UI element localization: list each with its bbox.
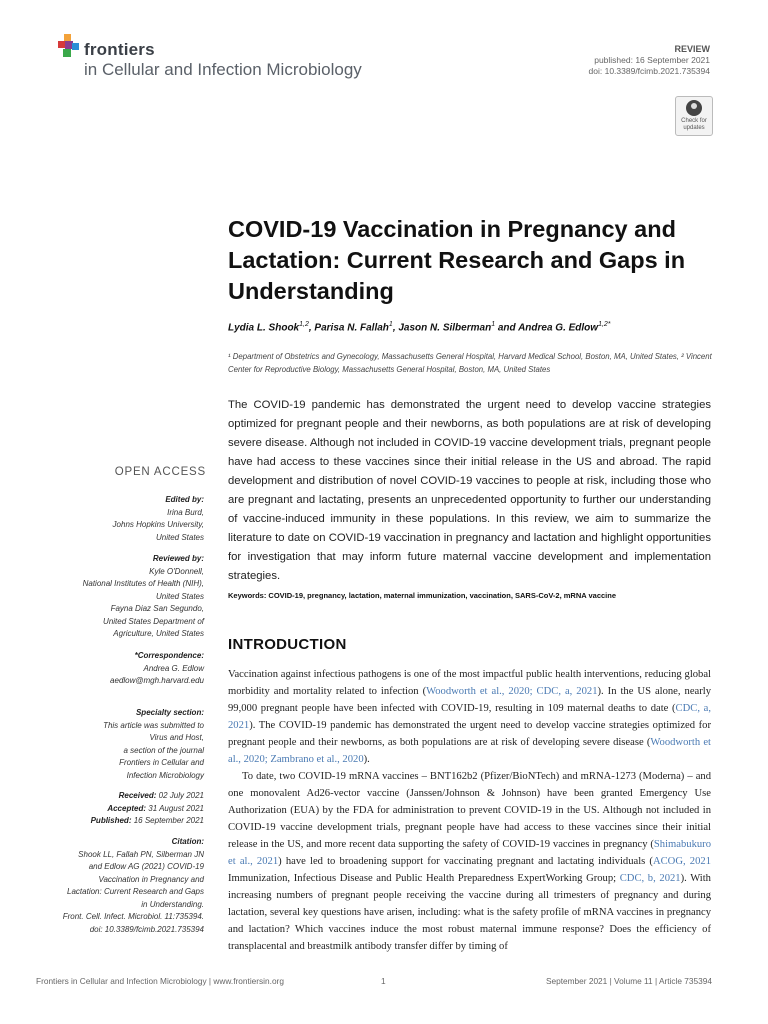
citation-link[interactable]: Shimabukuro et al., 2021 (228, 839, 711, 867)
author-sup: 1 (388, 321, 393, 328)
section-heading: INTRODUCTION (228, 636, 347, 653)
open-access-label: OPEN ACCESS (114, 466, 206, 478)
author-list: Lydia L. Shook$^{1,2}$, Parisa N. Fallah$^1$, Jason N. Silberman$^1$ and Andrea G. Edlow$^{1,2*}$ (228, 321, 611, 334)
author-name[interactable]: Lydia L. Shook (228, 322, 300, 334)
specialty-section: Specialty section: This article was submitted to Virus and Host, a section of the journal Frontiers in Cellular and Infection Microbiology (103, 708, 204, 780)
page-footer (36, 976, 712, 986)
brand-name: frontiers (84, 40, 155, 59)
doi[interactable]: doi: 10.3389/fcimb.2021.735394 (588, 66, 710, 76)
published-date: published: 16 September 2021 (594, 55, 710, 65)
check-for-updates-badge[interactable] (675, 96, 713, 136)
page-number: 1 (381, 976, 386, 986)
author-sup: 1 (491, 321, 496, 328)
author-name[interactable]: Jason N. Silberman (398, 322, 492, 334)
correspondence: *Correspondence: Andrea G. Edlow aedlow@mgh.harvard.edu (110, 651, 204, 685)
citation-link[interactable]: CDC, b, 2021 (619, 873, 681, 884)
citation-link[interactable]: Woodworth et al., 2020; Zambrano et al., 2020 (228, 737, 711, 765)
citation-link[interactable]: Woodworth et al., 2020; CDC, a, 2021 (426, 686, 598, 697)
affiliations: ¹ Department of Obstetrics and Gynecology, Massachusetts General Hospital, Harvard Medical School, Boston, MA, United States, ² Vincent Center for Reproductive Biology, Massachusetts General Hospital, Boston, MA, United States (228, 352, 712, 374)
citation-link[interactable]: ACOG, 2021 (652, 856, 711, 867)
author-sup: 1,2* (598, 321, 611, 328)
journal-name: in Cellular and Infection Microbiology (84, 60, 362, 79)
reviewed-by: Reviewed by: Kyle O'Donnell, National Institutes of Health (NIH), United States Fayna Diaz San Segundo, United States Department of Agriculture, United States (82, 554, 204, 638)
citation-link[interactable]: CDC, a, 2021 (228, 703, 712, 731)
footer-issue: September 2021 | Volume 11 | Article 735394 (545, 976, 712, 986)
frontiers-logo-icon (58, 34, 80, 60)
badge-label: Check for (681, 118, 707, 124)
paragraph: Vaccination against infectious pathogens is one of the most impactful public health interventions, reducing global morbidity and mortality related to infection (Woodworth et al., 2020; CDC, a, 2021). In the US alone, nearly 99,000 pregnant people have been infected with COVID-19, resulting in 109 maternal deaths to date (CDC, a, 2021). The COVID-19 pandemic has demonstrated the urgent need to develop vaccine strategies optimized for pregnant people and their newborns, as both populations are at risk of developing severe disease (Woodworth et al., 2020; Zambrano et al., 2020). (228, 669, 712, 765)
author-name[interactable]: Parisa N. Fallah (314, 322, 389, 334)
article-type: REVIEW (674, 44, 710, 54)
body-text (228, 666, 711, 955)
footer-journal[interactable]: Frontiers in Cellular and Infection Microbiology | www.frontiersin.org (36, 976, 284, 986)
author-name[interactable]: Andrea G. Edlow (518, 322, 599, 334)
author-sup: 1,2 (299, 321, 309, 328)
keywords: Keywords: COVID-19, pregnancy, lactation, maternal immunization, vaccination, SARS-CoV-2, mRNA vaccine (228, 591, 617, 600)
abstract: The COVID-19 pandemic has demonstrated the urgent need to develop vaccine strategies optimized for pregnant people and their newborns, as both populations are at risk of developing severe disease. Although not included in COVID-19 vaccine development trials, pregnant people have had access to these vaccines since their initial release in the US and abroad. The rapid development and distribution of novel COVID-19 vaccines to people at risk, including those who are pregnant and lactating, presents an unprecedented opportunity to further our understanding of vaccine-induced immunity in these populations. In this review, we aim to summarize the literature to date on COVID-19 vaccination in pregnancy and lactation and highlight opportunities for investigation that may inform future maternal vaccine development and implementation strategies. (228, 399, 711, 582)
correspondence-email[interactable]: aedlow@mgh.harvard.edu (110, 676, 204, 685)
badge-label-2: updates (683, 125, 705, 131)
article-meta (589, 44, 710, 77)
dates: Received: 02 July 2021 Accepted: 31 August 2021 Published: 16 September 2021 (90, 791, 204, 825)
article-title: COVID-19 Vaccination in Pregnancy and Lactation: Current Research and Gaps in Understanding (228, 216, 686, 304)
paragraph: To date, two COVID-19 mRNA vaccines – BNT162b2 (Pfizer/BioNTech) and mRNA-1273 (Moderna) – and one monovalent Ad26-vector vaccine (Janssen/Johnson & Johnson) have been granted Emergency Use Authorization (EUA) by the FDA for administration to prevent COVID-19 in the US. Although not included in COVID-19 vaccine development trials, pregnant people have had access to these vaccines since their initial release in the US, and more recent data supporting the safety of COVID-19 vaccines in pregnancy (Shimabukuro et al., 2021) have led to broadening support for vaccinating pregnant and lactating individuals (ACOG, 2021 Immunization, Infectious Disease and Public Health Preparedness ExpertWorking Group; CDC, b, 2021). With increasing numbers of pregnant people receiving the vaccine during all trimesters of pregnancy and during lactation, several key questions have arisen, including: what is the safety profile of mRNA vaccines in pregnancy and lactation? Which vaccines induce the most robust maternal immune response? Does the efficiency of transplacental and breastmilk antibody transfer differ by timing of (228, 771, 711, 952)
update-icon (686, 100, 702, 116)
edited-by: Edited by: Irina Burd, Johns Hopkins University, United States (112, 495, 204, 542)
citation: Citation: Shook LL, Fallah PN, Silberman JN and Edlow AG (2021) COVID-19 Vaccination in Pregnancy and Lactation: Current Research and Gaps in Understanding. Front. Cell. Infect. Microbiol. 11:735394. doi: 10.3389/fcimb.2021.735394 (62, 837, 204, 934)
